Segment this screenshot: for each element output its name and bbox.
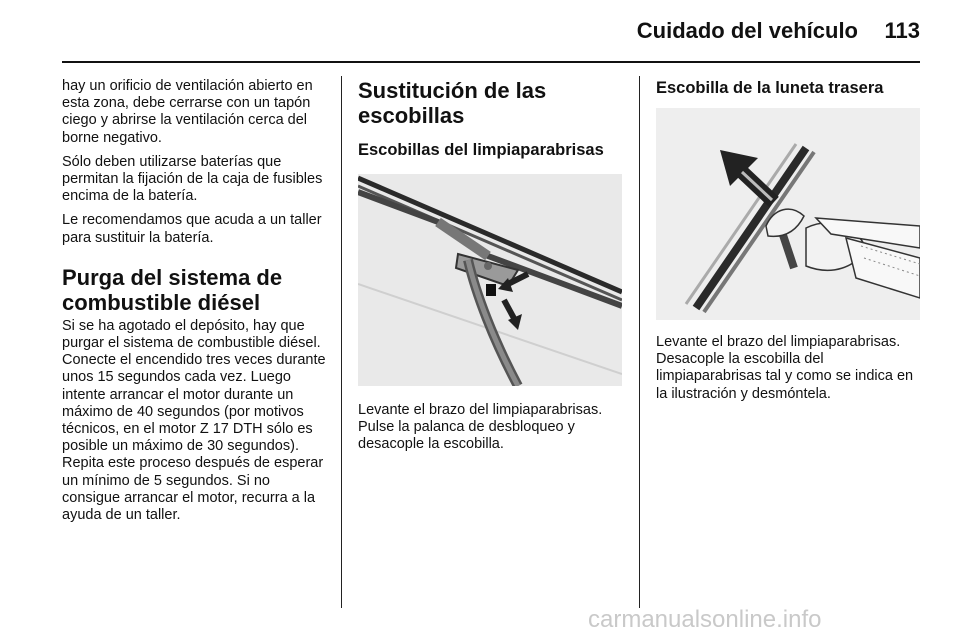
heading-wiper-replacement: Sustitución de las escobillas bbox=[358, 78, 547, 128]
subheading-rear-wiper: Escobilla de la luneta trasera bbox=[656, 79, 884, 97]
column-divider-left bbox=[341, 76, 342, 608]
release-lever bbox=[486, 284, 496, 296]
column-divider-right bbox=[639, 76, 640, 608]
column-2 bbox=[358, 78, 624, 461]
rear-wiper-illustration bbox=[656, 108, 920, 320]
windscreen-wiper-illustration bbox=[358, 174, 622, 386]
caption-rear-wiper: Levante el brazo del limpiaparabrisas. Desacople la escobilla del limpiaparabrisas tal y como se indica en la ilustración y desmóntela. bbox=[656, 334, 914, 402]
page-number: 113 bbox=[884, 18, 920, 43]
watermark: carmanualsonline.info bbox=[588, 606, 822, 633]
subheading-windscreen-wipers: Escobillas del limpiaparabrisas bbox=[358, 141, 604, 159]
header-rule bbox=[62, 61, 920, 63]
heading-diesel-purge: Purga del sistema de combustible diésel bbox=[62, 264, 283, 315]
column-3 bbox=[656, 78, 922, 410]
caption-windscreen-wiper: Levante el brazo del limpiaparabrisas. Pulse la palanca de desbloqueo y desacople la escobilla. bbox=[358, 402, 603, 453]
paragraph-ventilation: hay un orificio de ventilación abierto en esta zona, debe cerrarse con un tapón ciego y abrirse la ventilación cerca del borne negativo. bbox=[62, 78, 313, 146]
paragraph-battery-type: Sólo deben utilizarse baterías que permitan la fijación de la caja de fusibles encima de la batería. bbox=[62, 153, 323, 205]
running-header-title: Cuidado del vehículo bbox=[636, 18, 858, 43]
paragraph-workshop: Le recomendamos que acuda a un taller para sustituir la batería. bbox=[62, 212, 322, 246]
column-1 bbox=[62, 78, 328, 531]
paragraph-diesel-purge: Si se ha agotado el depósito, hay que purgar el sistema de combustible diésel. Conecte el encendido tres veces durante unos 15 segundos cada vez. Luego intente arrancar el motor durante un máximo de 40 segundos (por motivos técnicos, en el motor Z 17 DTH sólo es posible un máximo de 30 segundos). Repita este proceso después de esperar un mínimo de 5 segundos. Si no consigue arrancar el motor, recurra a la ayuda de un taller. bbox=[62, 317, 326, 524]
